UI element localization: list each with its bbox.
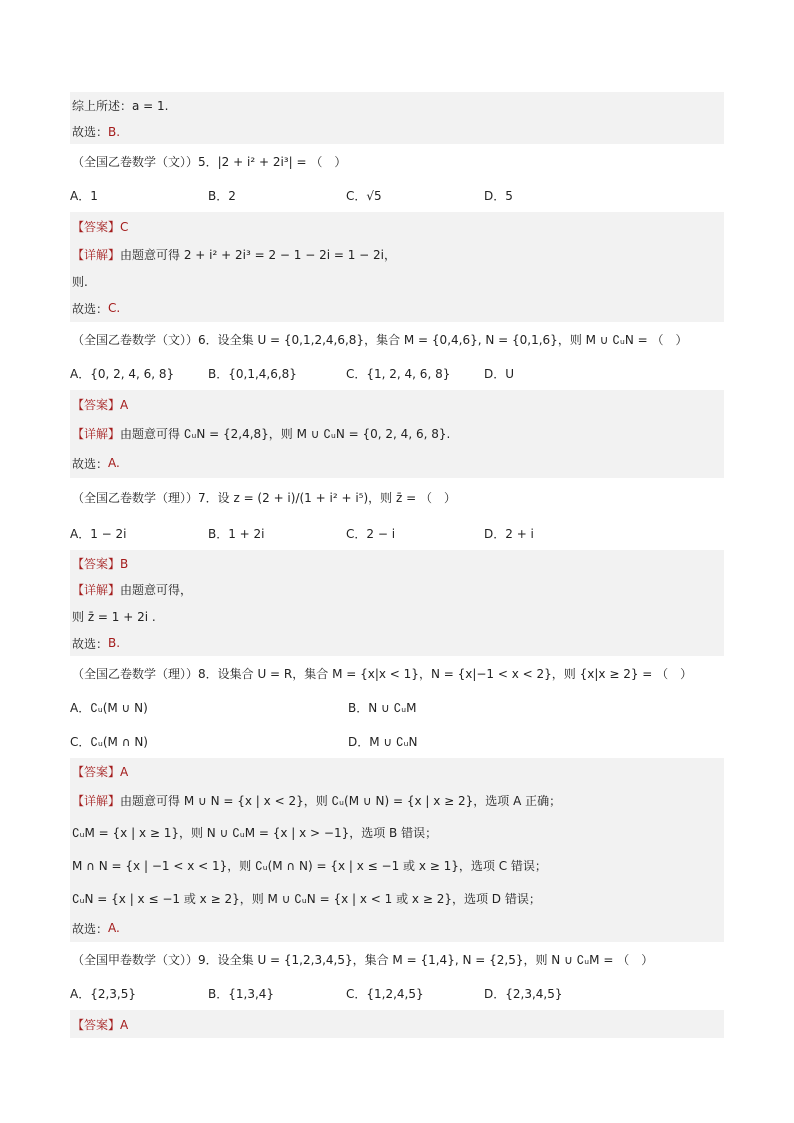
solution-block-4 xyxy=(70,92,724,144)
answer-label: 【答案】C xyxy=(72,219,129,234)
detail-line: 【详解】 由题意可得 2 + i² + 2i³ = 2 − 1 − 2i = 1 − 2i， xyxy=(72,247,397,262)
option-d: D．5 xyxy=(484,188,513,203)
answer-label: 【答案】A xyxy=(72,1017,129,1032)
detail-line: 【详解】 由题意可得 ∁ᵤN = {2,4,8}，则 M ∪ ∁ᵤN = {0, 2, 4, 6, 8}. xyxy=(72,426,451,441)
option-b: B．2 xyxy=(208,188,236,203)
solution-block-5 xyxy=(70,212,724,322)
option-b: B．{0,1,4,6,8} xyxy=(208,366,297,381)
option-c: C．2 − i xyxy=(346,526,396,541)
detail-line: M ∩ N = {x | −1 < x < 1}，则 ∁ᵤ(M ∩ N) = {x | x ≤ −1 或 x ≥ 1}，选项 C 错误； xyxy=(72,858,547,873)
question-7-options xyxy=(70,516,724,550)
question-8-options-row2 xyxy=(70,724,724,758)
question-6-options xyxy=(70,356,724,390)
detail-label: 【详解】 xyxy=(72,426,121,441)
choice-letter: B. xyxy=(108,636,121,650)
detail-line: ∁ᵤN = {x | x ≤ −1 或 x ≥ 2}，则 M ∪ ∁ᵤN = {x | x < 1 或 x ≥ 2}，选项 D 错误； xyxy=(72,891,541,906)
option-b: B．{1,3,4} xyxy=(208,986,275,1001)
option-a: A．1 − 2i xyxy=(70,526,127,541)
answer-label: 【答案】B xyxy=(72,556,129,571)
detail-line: 【详解】 由题意可得， xyxy=(72,582,193,597)
option-c: C．√5 xyxy=(346,188,382,203)
choice-letter: A. xyxy=(108,921,120,935)
option-a: A．∁ᵤ(M ∪ N) xyxy=(70,700,148,715)
option-d: D．U xyxy=(484,366,515,381)
detail-label: 【详解】 xyxy=(72,582,121,597)
choice-letter: A. xyxy=(108,456,120,470)
question-9-options xyxy=(70,976,724,1010)
choice-line: 故选： A. xyxy=(72,921,120,936)
conclusion-line: 综上所述：a = 1. xyxy=(72,98,169,113)
option-c: C．{1,2,4,5} xyxy=(346,986,424,1001)
solution-block-6 xyxy=(70,390,724,478)
option-a: A．{0, 2, 4, 6, 8} xyxy=(70,366,175,381)
answer-label: 【答案】A xyxy=(72,764,129,779)
choice-letter: B. xyxy=(108,124,121,139)
choice-line: 故选： B. xyxy=(72,636,121,651)
option-c: C．{1, 2, 4, 6, 8} xyxy=(346,366,451,381)
detail-line: ∁ᵤM = {x | x ≥ 1}，则 N ∪ ∁ᵤM = {x | x > −1}，选项 B 错误； xyxy=(72,825,438,840)
option-a: A．1 xyxy=(70,188,98,203)
option-c: C．∁ᵤ(M ∩ N) xyxy=(70,734,148,749)
choice-line: 故选： C. xyxy=(72,301,121,316)
choice-line: 故选：B. xyxy=(72,124,121,139)
detail-line: 【详解】 由题意可得 M ∪ N = {x | x < 2}，则 ∁ᵤ(M ∪ N) = {x | x ≥ 2}，选项 A 正确； xyxy=(72,793,562,808)
question-5: （全国乙卷数学（文））5．|2 + i² + 2i³| = （ ） xyxy=(70,144,724,178)
option-b: B．1 + 2i xyxy=(208,526,265,541)
question-9: （全国甲卷数学（文））9．设全集 U = {1,2,3,4,5}，集合 M = {1,4}, N = {2,5}，则 N ∪ ∁ᵤM = （ ） xyxy=(70,942,724,976)
question-7: （全国乙卷数学（理））7．设 z = (2 + i)/(1 + i² + i⁵)，则 z̄ = （ ） xyxy=(70,478,724,516)
question-8: （全国乙卷数学（理））8．设集合 U = R，集合 M = {x|x < 1}，N = {x|−1 < x < 2}，则 {x|x ≥ 2} = （ ） xyxy=(70,656,724,690)
detail-line: 则. xyxy=(72,274,88,289)
question-8-options-row1 xyxy=(70,690,724,724)
question-5-options xyxy=(70,178,724,212)
detail-label: 【详解】 xyxy=(72,247,121,262)
solution-block-9 xyxy=(70,1010,724,1038)
document-page xyxy=(70,92,724,1038)
choice-line: 故选： A. xyxy=(72,456,120,471)
detail-label: 【详解】 xyxy=(72,793,121,808)
answer-label: 【答案】A xyxy=(72,397,129,412)
option-a: A．{2,3,5} xyxy=(70,986,137,1001)
question-6: （全国乙卷数学（文））6．设全集 U = {0,1,2,4,6,8}，集合 M = {0,4,6}, N = {0,1,6}，则 M ∪ ∁ᵤN = （ ） xyxy=(70,322,724,356)
option-d: D．2 + i xyxy=(484,526,534,541)
choice-letter: C. xyxy=(108,301,121,315)
option-d: D．{2,3,4,5} xyxy=(484,986,563,1001)
option-d: D．M ∪ ∁ᵤN xyxy=(348,734,418,749)
solution-block-7 xyxy=(70,550,724,656)
option-b: B．N ∪ ∁ᵤM xyxy=(348,700,417,715)
solution-block-8 xyxy=(70,758,724,942)
detail-line: 则 z̄ = 1 + 2i . xyxy=(72,609,156,624)
